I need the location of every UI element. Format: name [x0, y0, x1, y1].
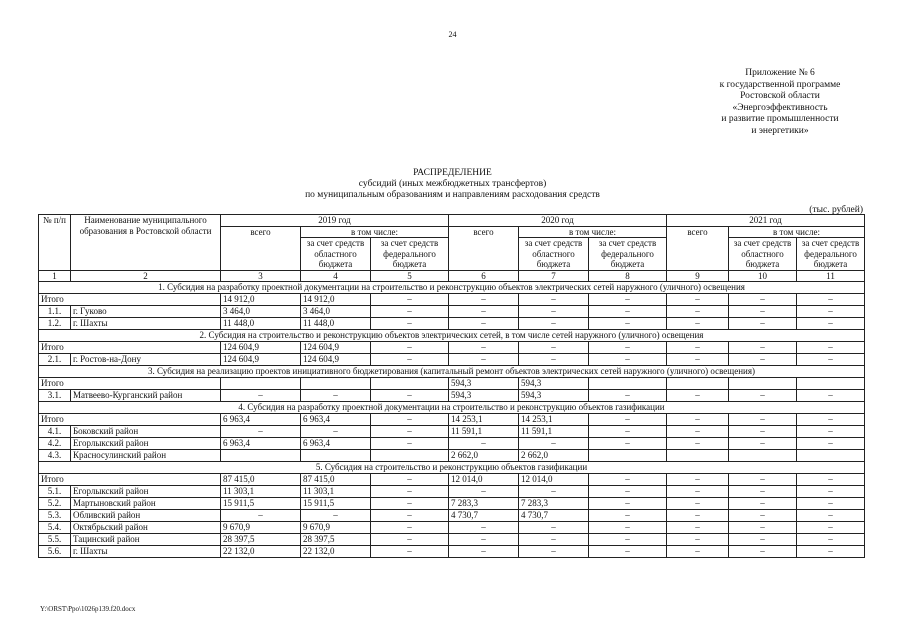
value-cell: –: [519, 341, 589, 353]
value-cell: –: [797, 389, 865, 401]
header-incl: в том числе:: [301, 226, 449, 238]
value-cell: –: [519, 293, 589, 305]
table-row: [39, 521, 865, 533]
row-number: 4.1.: [39, 425, 71, 437]
value-cell: –: [589, 413, 667, 425]
section-row: [39, 281, 865, 293]
value-cell: –: [797, 545, 865, 557]
value-cell: –: [371, 317, 449, 329]
col-number: 10: [729, 270, 797, 281]
section-title: 5. Субсидия на строительство и реконструкцию объектов газификации: [39, 461, 865, 473]
value-cell: –: [667, 413, 729, 425]
value-cell: –: [797, 317, 865, 329]
value-cell: 594,3: [519, 389, 589, 401]
value-cell: [667, 377, 729, 389]
header-regional: за счет средств областного бюджета: [301, 238, 371, 271]
value-cell: 9 670,9: [301, 521, 371, 533]
value-cell: 6 963,4: [301, 413, 371, 425]
value-cell: 28 397,5: [301, 533, 371, 545]
value-cell: 14 253,1: [449, 413, 519, 425]
value-cell: –: [589, 521, 667, 533]
value-cell: –: [449, 353, 519, 365]
col-number: 7: [519, 270, 589, 281]
value-cell: –: [797, 497, 865, 509]
municipality-name: Егорлыкский район: [71, 437, 221, 449]
value-cell: –: [589, 437, 667, 449]
table-row: [39, 449, 865, 461]
value-cell: 11 303,1: [301, 485, 371, 497]
value-cell: –: [667, 353, 729, 365]
value-cell: –: [729, 509, 797, 521]
section-title: 1. Субсидия на разработку проектной документации на строительство и реконструкцию объектов электрических сетей наружного (уличного) освещения: [39, 281, 865, 293]
value-cell: –: [729, 521, 797, 533]
value-cell: –: [371, 425, 449, 437]
value-cell: 7 283,3: [449, 497, 519, 509]
value-cell: –: [519, 353, 589, 365]
total-label: Итого: [39, 293, 221, 305]
value-cell: 2 662,0: [519, 449, 589, 461]
header-year: 2021 год: [667, 215, 865, 227]
value-cell: 6 963,4: [221, 437, 301, 449]
value-cell: –: [797, 437, 865, 449]
total-label: Итого: [39, 377, 221, 389]
value-cell: –: [301, 425, 371, 437]
appendix-line: Ростовской области: [740, 91, 820, 101]
value-cell: –: [797, 353, 865, 365]
value-cell: –: [667, 425, 729, 437]
value-cell: –: [371, 413, 449, 425]
value-cell: –: [449, 437, 519, 449]
header-year: 2020 год: [449, 215, 667, 227]
value-cell: –: [729, 389, 797, 401]
value-cell: –: [589, 533, 667, 545]
value-cell: –: [371, 437, 449, 449]
table-row: [39, 497, 865, 509]
value-cell: –: [589, 353, 667, 365]
section-title: 2. Субсидия на строительство и реконструкцию объектов электрических сетей, в том числе сетей наружного (уличного) освещения: [39, 329, 865, 341]
value-cell: –: [667, 389, 729, 401]
value-cell: 87 415,0: [301, 473, 371, 485]
value-cell: [371, 377, 449, 389]
municipality-name: Матвеево-Курганский район: [71, 389, 221, 401]
value-cell: [667, 449, 729, 461]
value-cell: 11 591,1: [519, 425, 589, 437]
appendix-line: Приложение № 6: [745, 68, 815, 78]
value-cell: –: [667, 293, 729, 305]
file-path: Y:\ORST\Ppo\1026p139.f20.docx: [40, 605, 136, 613]
value-cell: 124 604,9: [301, 341, 371, 353]
value-cell: –: [449, 521, 519, 533]
value-cell: –: [371, 509, 449, 521]
appendix-line: и развитие промышленности: [721, 114, 839, 124]
value-cell: –: [797, 521, 865, 533]
value-cell: –: [221, 509, 301, 521]
value-cell: [301, 377, 371, 389]
table-row: [39, 437, 865, 449]
value-cell: 22 132,0: [301, 545, 371, 557]
municipality-name: Красносулинский район: [71, 449, 221, 461]
value-cell: –: [371, 293, 449, 305]
value-cell: [221, 377, 301, 389]
value-cell: –: [449, 305, 519, 317]
value-cell: 3 464,0: [301, 305, 371, 317]
distribution-table: [38, 214, 865, 558]
total-row: [39, 473, 865, 485]
section-row: [39, 461, 865, 473]
value-cell: –: [449, 293, 519, 305]
row-number: 5.5.: [39, 533, 71, 545]
value-cell: –: [729, 425, 797, 437]
row-number: 4.3.: [39, 449, 71, 461]
value-cell: 124 604,9: [221, 341, 301, 353]
value-cell: –: [667, 485, 729, 497]
header-federal: за счет средств федерального бюджета: [797, 238, 865, 271]
municipality-name: г. Шахты: [71, 545, 221, 557]
row-number: 5.3.: [39, 509, 71, 521]
value-cell: –: [797, 425, 865, 437]
col-number: 9: [667, 270, 729, 281]
value-cell: –: [371, 305, 449, 317]
value-cell: [301, 449, 371, 461]
document-title: [0, 168, 905, 201]
value-cell: –: [797, 473, 865, 485]
total-row: [39, 377, 865, 389]
header-total: всего: [449, 226, 519, 270]
value-cell: –: [519, 485, 589, 497]
table-row: [39, 389, 865, 401]
value-cell: 594,3: [519, 377, 589, 389]
table-row: [39, 509, 865, 521]
value-cell: 3 464,0: [221, 305, 301, 317]
value-cell: 14 912,0: [301, 293, 371, 305]
value-cell: –: [371, 521, 449, 533]
value-cell: –: [667, 437, 729, 449]
units-label: (тыс. рублей): [809, 205, 863, 215]
value-cell: 28 397,5: [221, 533, 301, 545]
value-cell: –: [301, 389, 371, 401]
table-row: [39, 533, 865, 545]
value-cell: 124 604,9: [301, 353, 371, 365]
header-total: всего: [221, 226, 301, 270]
municipality-name: г. Шахты: [71, 317, 221, 329]
header-federal: за счет средств федерального бюджета: [589, 238, 667, 271]
value-cell: –: [589, 497, 667, 509]
col-number: 1: [39, 270, 71, 281]
value-cell: 2 662,0: [449, 449, 519, 461]
total-row: [39, 413, 865, 425]
value-cell: –: [667, 545, 729, 557]
value-cell: [729, 449, 797, 461]
value-cell: 87 415,0: [221, 473, 301, 485]
value-cell: 594,3: [449, 377, 519, 389]
value-cell: 4 730,7: [519, 509, 589, 521]
value-cell: [729, 377, 797, 389]
value-cell: –: [667, 509, 729, 521]
value-cell: –: [449, 545, 519, 557]
table-body: [39, 281, 865, 557]
table-row: [39, 353, 865, 365]
value-cell: –: [797, 485, 865, 497]
value-cell: –: [589, 473, 667, 485]
value-cell: –: [729, 545, 797, 557]
value-cell: –: [797, 305, 865, 317]
row-number: 5.2.: [39, 497, 71, 509]
row-number: 3.1.: [39, 389, 71, 401]
value-cell: 15 911,5: [221, 497, 301, 509]
value-cell: –: [667, 317, 729, 329]
title-main: РАСПРЕДЕЛЕНИЕ: [413, 168, 492, 178]
table-row: [39, 317, 865, 329]
value-cell: –: [729, 293, 797, 305]
value-cell: 124 604,9: [221, 353, 301, 365]
section-row: [39, 401, 865, 413]
row-number: 1.2.: [39, 317, 71, 329]
header-total: всего: [667, 226, 729, 270]
value-cell: –: [589, 509, 667, 521]
value-cell: [371, 449, 449, 461]
value-cell: –: [519, 533, 589, 545]
value-cell: –: [371, 341, 449, 353]
municipality-name: Тацинский район: [71, 533, 221, 545]
page-number: 24: [448, 30, 457, 39]
value-cell: –: [667, 305, 729, 317]
total-row: [39, 341, 865, 353]
value-cell: –: [667, 341, 729, 353]
value-cell: –: [729, 317, 797, 329]
value-cell: 7 283,3: [519, 497, 589, 509]
value-cell: –: [589, 293, 667, 305]
value-cell: –: [589, 485, 667, 497]
value-cell: –: [449, 317, 519, 329]
value-cell: –: [589, 389, 667, 401]
value-cell: –: [729, 437, 797, 449]
value-cell: –: [221, 425, 301, 437]
col-number: 5: [371, 270, 449, 281]
value-cell: 12 014,0: [449, 473, 519, 485]
value-cell: –: [371, 353, 449, 365]
value-cell: –: [797, 341, 865, 353]
value-cell: 11 448,0: [221, 317, 301, 329]
value-cell: –: [519, 317, 589, 329]
table-row: [39, 485, 865, 497]
value-cell: –: [797, 293, 865, 305]
value-cell: –: [667, 497, 729, 509]
value-cell: –: [589, 341, 667, 353]
col-number: 6: [449, 270, 519, 281]
value-cell: –: [371, 497, 449, 509]
col-number: 8: [589, 270, 667, 281]
value-cell: 11 303,1: [221, 485, 301, 497]
value-cell: –: [667, 533, 729, 545]
value-cell: [797, 377, 865, 389]
value-cell: –: [589, 317, 667, 329]
municipality-name: Октябрьский район: [71, 521, 221, 533]
title-subtitle: субсидий (иных межбюджетных трансфертов): [358, 179, 547, 189]
section-title: 3. Субсидия на реализацию проектов инициативного бюджетирования (капитальный ремонт объектов электрических сетей наружного (уличного) освещения): [39, 365, 865, 377]
appendix-note: [690, 68, 870, 137]
value-cell: –: [667, 521, 729, 533]
value-cell: –: [519, 521, 589, 533]
value-cell: 9 670,9: [221, 521, 301, 533]
municipality-name: г. Ростов-на-Дону: [71, 353, 221, 365]
municipality-name: Обливский район: [71, 509, 221, 521]
row-number: 5.4.: [39, 521, 71, 533]
value-cell: –: [519, 437, 589, 449]
value-cell: –: [589, 425, 667, 437]
value-cell: –: [797, 509, 865, 521]
value-cell: –: [449, 485, 519, 497]
total-label: Итого: [39, 473, 221, 485]
value-cell: 22 132,0: [221, 545, 301, 557]
value-cell: 6 963,4: [301, 437, 371, 449]
value-cell: –: [729, 353, 797, 365]
value-cell: –: [729, 305, 797, 317]
table-row: [39, 425, 865, 437]
value-cell: 6 963,4: [221, 413, 301, 425]
value-cell: 15 911,5: [301, 497, 371, 509]
table-row: [39, 545, 865, 557]
section-row: [39, 365, 865, 377]
value-cell: 11 591,1: [449, 425, 519, 437]
value-cell: –: [729, 341, 797, 353]
value-cell: [589, 449, 667, 461]
value-cell: –: [519, 305, 589, 317]
row-number: 2.1.: [39, 353, 71, 365]
value-cell: [221, 449, 301, 461]
header-regional: за счет средств областного бюджета: [729, 238, 797, 271]
row-number: 5.1.: [39, 485, 71, 497]
header-incl: в том числе:: [729, 226, 865, 238]
value-cell: –: [797, 533, 865, 545]
value-cell: –: [729, 533, 797, 545]
value-cell: 14 912,0: [221, 293, 301, 305]
value-cell: 12 014,0: [519, 473, 589, 485]
section-row: [39, 329, 865, 341]
col-number: 11: [797, 270, 865, 281]
value-cell: –: [797, 413, 865, 425]
appendix-line: к государственной программе: [719, 79, 841, 90]
row-number: 5.6.: [39, 545, 71, 557]
row-number: 4.2.: [39, 437, 71, 449]
value-cell: –: [589, 305, 667, 317]
table-row: [39, 305, 865, 317]
row-number: 1.1.: [39, 305, 71, 317]
value-cell: –: [371, 533, 449, 545]
header-federal: за счет средств федерального бюджета: [371, 238, 449, 271]
value-cell: –: [729, 413, 797, 425]
municipality-name: г. Гуково: [71, 305, 221, 317]
value-cell: –: [371, 485, 449, 497]
municipality-name: Боковский район: [71, 425, 221, 437]
value-cell: –: [667, 473, 729, 485]
value-cell: –: [589, 545, 667, 557]
value-cell: –: [371, 473, 449, 485]
title-subtitle: по муниципальным образованиям и направлениям расходования средств: [305, 190, 600, 200]
value-cell: –: [371, 389, 449, 401]
value-cell: 4 730,7: [449, 509, 519, 521]
appendix-line: «Энергоэффективность: [732, 102, 828, 113]
section-title: 4. Субсидия на разработку проектной документации на строительство и реконструкцию объектов газификации: [39, 401, 865, 413]
col-number: 4: [301, 270, 371, 281]
value-cell: –: [371, 545, 449, 557]
value-cell: –: [729, 473, 797, 485]
value-cell: –: [729, 485, 797, 497]
header-incl: в том числе:: [519, 226, 667, 238]
municipality-name: Егорлыкский район: [71, 485, 221, 497]
value-cell: [797, 449, 865, 461]
appendix-line: и энергетики»: [751, 125, 809, 136]
value-cell: 14 253,1: [519, 413, 589, 425]
value-cell: –: [449, 533, 519, 545]
header-num: № п/п: [39, 215, 71, 271]
header-year: 2019 год: [221, 215, 449, 227]
value-cell: 594,3: [449, 389, 519, 401]
value-cell: –: [729, 497, 797, 509]
col-number: 2: [71, 270, 221, 281]
total-label: Итого: [39, 413, 221, 425]
value-cell: –: [519, 545, 589, 557]
value-cell: –: [449, 341, 519, 353]
total-label: Итого: [39, 341, 221, 353]
header-regional: за счет средств областного бюджета: [519, 238, 589, 271]
total-row: [39, 293, 865, 305]
value-cell: 11 448,0: [301, 317, 371, 329]
value-cell: [589, 377, 667, 389]
value-cell: –: [221, 389, 301, 401]
value-cell: –: [301, 509, 371, 521]
col-number: 3: [221, 270, 301, 281]
header-name: Наименование муниципального образования в Ростовской области: [71, 215, 221, 271]
municipality-name: Мартыновский район: [71, 497, 221, 509]
